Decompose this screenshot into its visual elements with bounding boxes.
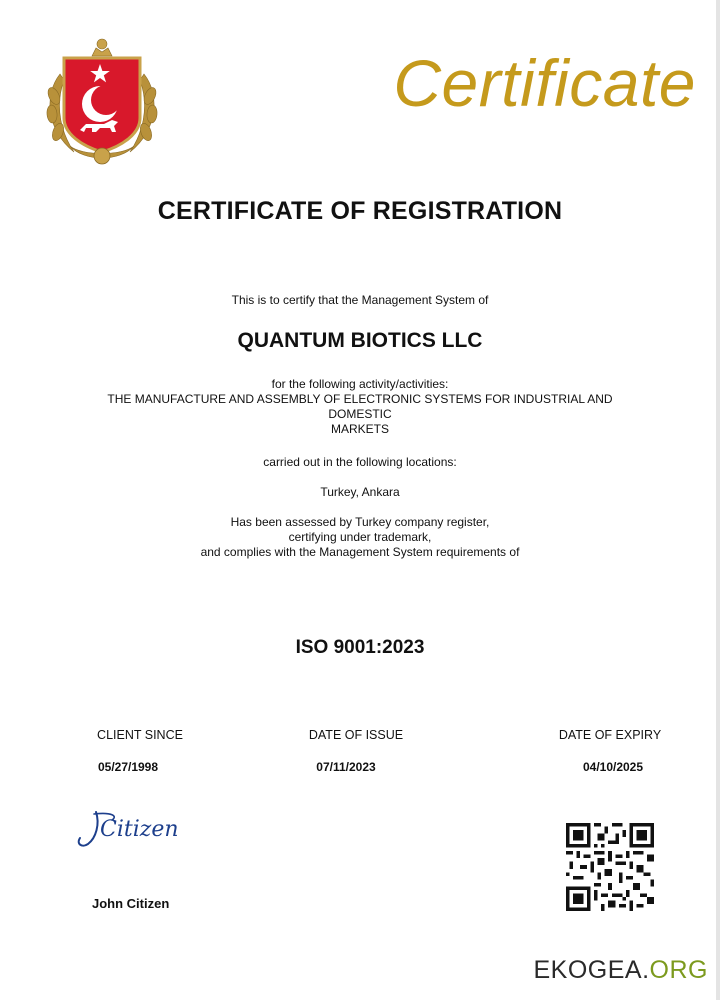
watermark-part1: EKOGEA. — [533, 956, 650, 984]
assessed-line-2: certifying under trademark, — [288, 530, 432, 544]
page-title: CERTIFICATE OF REGISTRATION — [157, 197, 563, 225]
certificate-heading: Certificate — [393, 46, 696, 120]
signer-name: John Citizen — [92, 896, 170, 911]
date-of-issue-value: 07/11/2023 — [316, 760, 376, 774]
client-since-value: 05/27/1998 — [97, 760, 159, 774]
iso-standard: ISO 9001:2023 — [295, 637, 425, 658]
svg-text:Citizen: Citizen — [100, 817, 179, 842]
company-name: QUANTUM BIOTICS LLC — [237, 329, 483, 352]
page-edge — [716, 0, 720, 1000]
qr-code[interactable] — [566, 822, 654, 912]
emblem-logo — [40, 34, 164, 166]
assessed-line-3: and complies with the Management System requirements of — [200, 545, 520, 559]
intro-text: This is to certify that the Management System of — [231, 293, 489, 307]
activity-intro: for the following activity/activities: — [271, 377, 449, 391]
assessed-line-1: Has been assessed by Turkey company register, — [230, 515, 490, 529]
activity-line-2: DOMESTIC — [328, 407, 392, 421]
locations-intro: carried out in the following locations: — [263, 455, 457, 469]
date-of-issue-label: DATE OF ISSUE — [308, 728, 404, 742]
watermark — [534, 956, 709, 985]
signature — [72, 806, 212, 856]
activity-line-1: THE MANUFACTURE AND ASSEMBLY OF ELECTRONIC SYSTEMS FOR INDUSTRIAL AND — [107, 392, 613, 406]
date-of-expiry-label: DATE OF EXPIRY — [558, 728, 662, 742]
location: Turkey, Ankara — [320, 485, 400, 499]
date-of-expiry-value: 04/10/2025 — [582, 760, 644, 774]
activity-line-3: MARKETS — [330, 422, 389, 436]
client-since-label: CLIENT SINCE — [97, 728, 183, 742]
watermark-part2: ORG — [649, 956, 708, 984]
